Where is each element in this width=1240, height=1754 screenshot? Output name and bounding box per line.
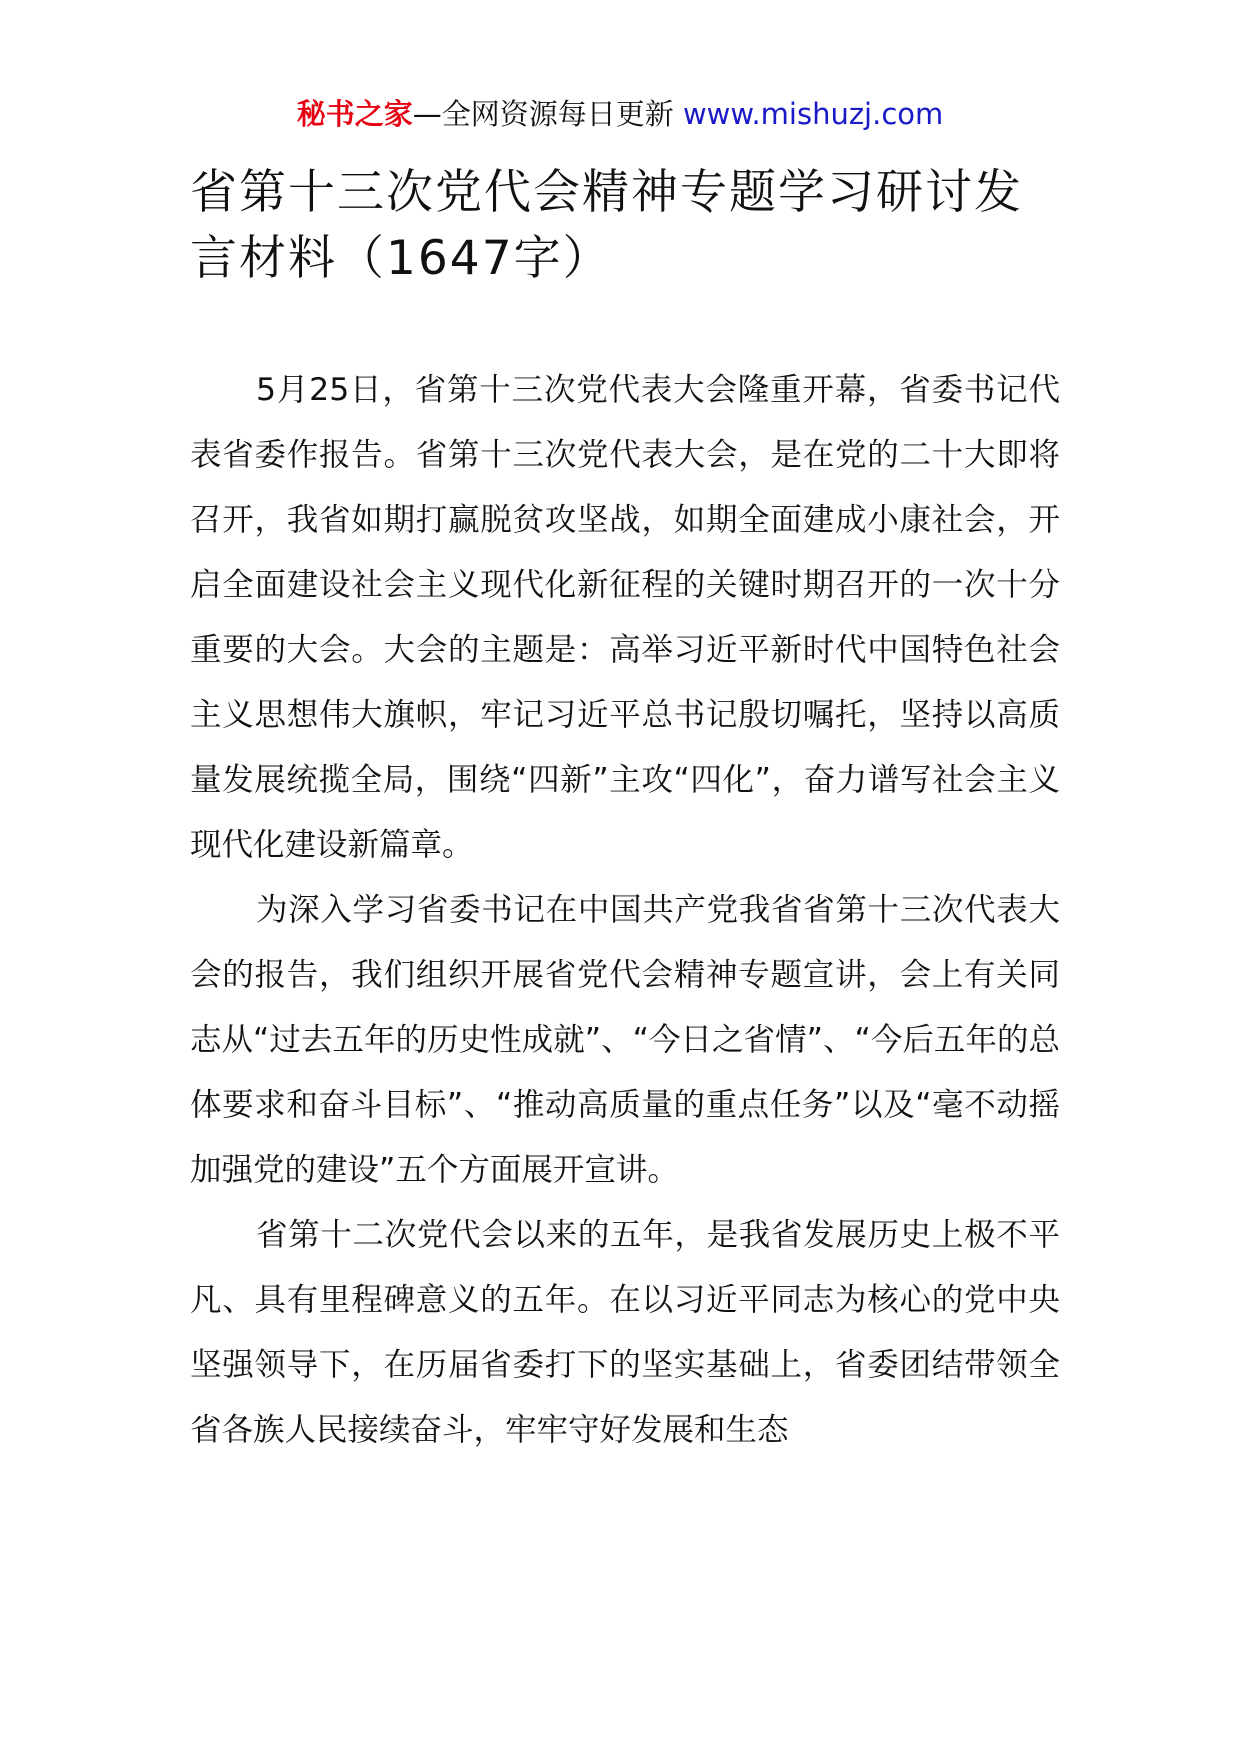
site-url-link[interactable]: www.mishuzj.com	[682, 97, 944, 131]
body-paragraph-2: 为深入学习省委书记在中国共产党我省省第十三次代表大会的报告，我们组织开展省党代会精神专题宣讲，会上有关同志从“过去五年的历史性成就”、“今日之省情”、“今后五年的总体要求和奋斗目标”、“推动高质量的重点任务”以及“毫不动摇加强党的建设”五个方面展开宣讲。	[190, 892, 1060, 1188]
document-title: 省第十三次党代会精神专题学习研讨发言材料（1647字）	[190, 165, 1023, 286]
brand-name: 秘书之家	[296, 97, 413, 131]
page-header	[0, 94, 1240, 134]
body-paragraph-3: 省第十二次党代会以来的五年，是我省发展历史上极不平凡、具有里程碑意义的五年。在以习近平同志为核心的党中央坚强领导下，在历届省委打下的坚实基础上，省委团结带领全省各族人民接续奋斗，牢牢守好发展和生态	[190, 1217, 1060, 1448]
body-paragraph-1: 5月25日，省第十三次党代表大会隆重开幕，省委书记代表省委作报告。省第十三次党代表大会，是在党的二十大即将召开，我省如期打赢脱贫攻坚战，如期全面建成小康社会，开启全面建设社会主义现代化新征程的关键时期召开的一次十分重要的大会。大会的主题是：高举习近平新时代中国特色社会主义思想伟大旗帜，牢记习近平总书记殷切嘱托，坚持以高质量发展统揽全局，围绕“四新”主攻“四化”，奋力谱写社会主义现代化建设新篇章。	[190, 372, 1060, 863]
document-body	[190, 358, 1060, 1463]
header-tagline: —全网资源每日更新	[412, 97, 674, 131]
